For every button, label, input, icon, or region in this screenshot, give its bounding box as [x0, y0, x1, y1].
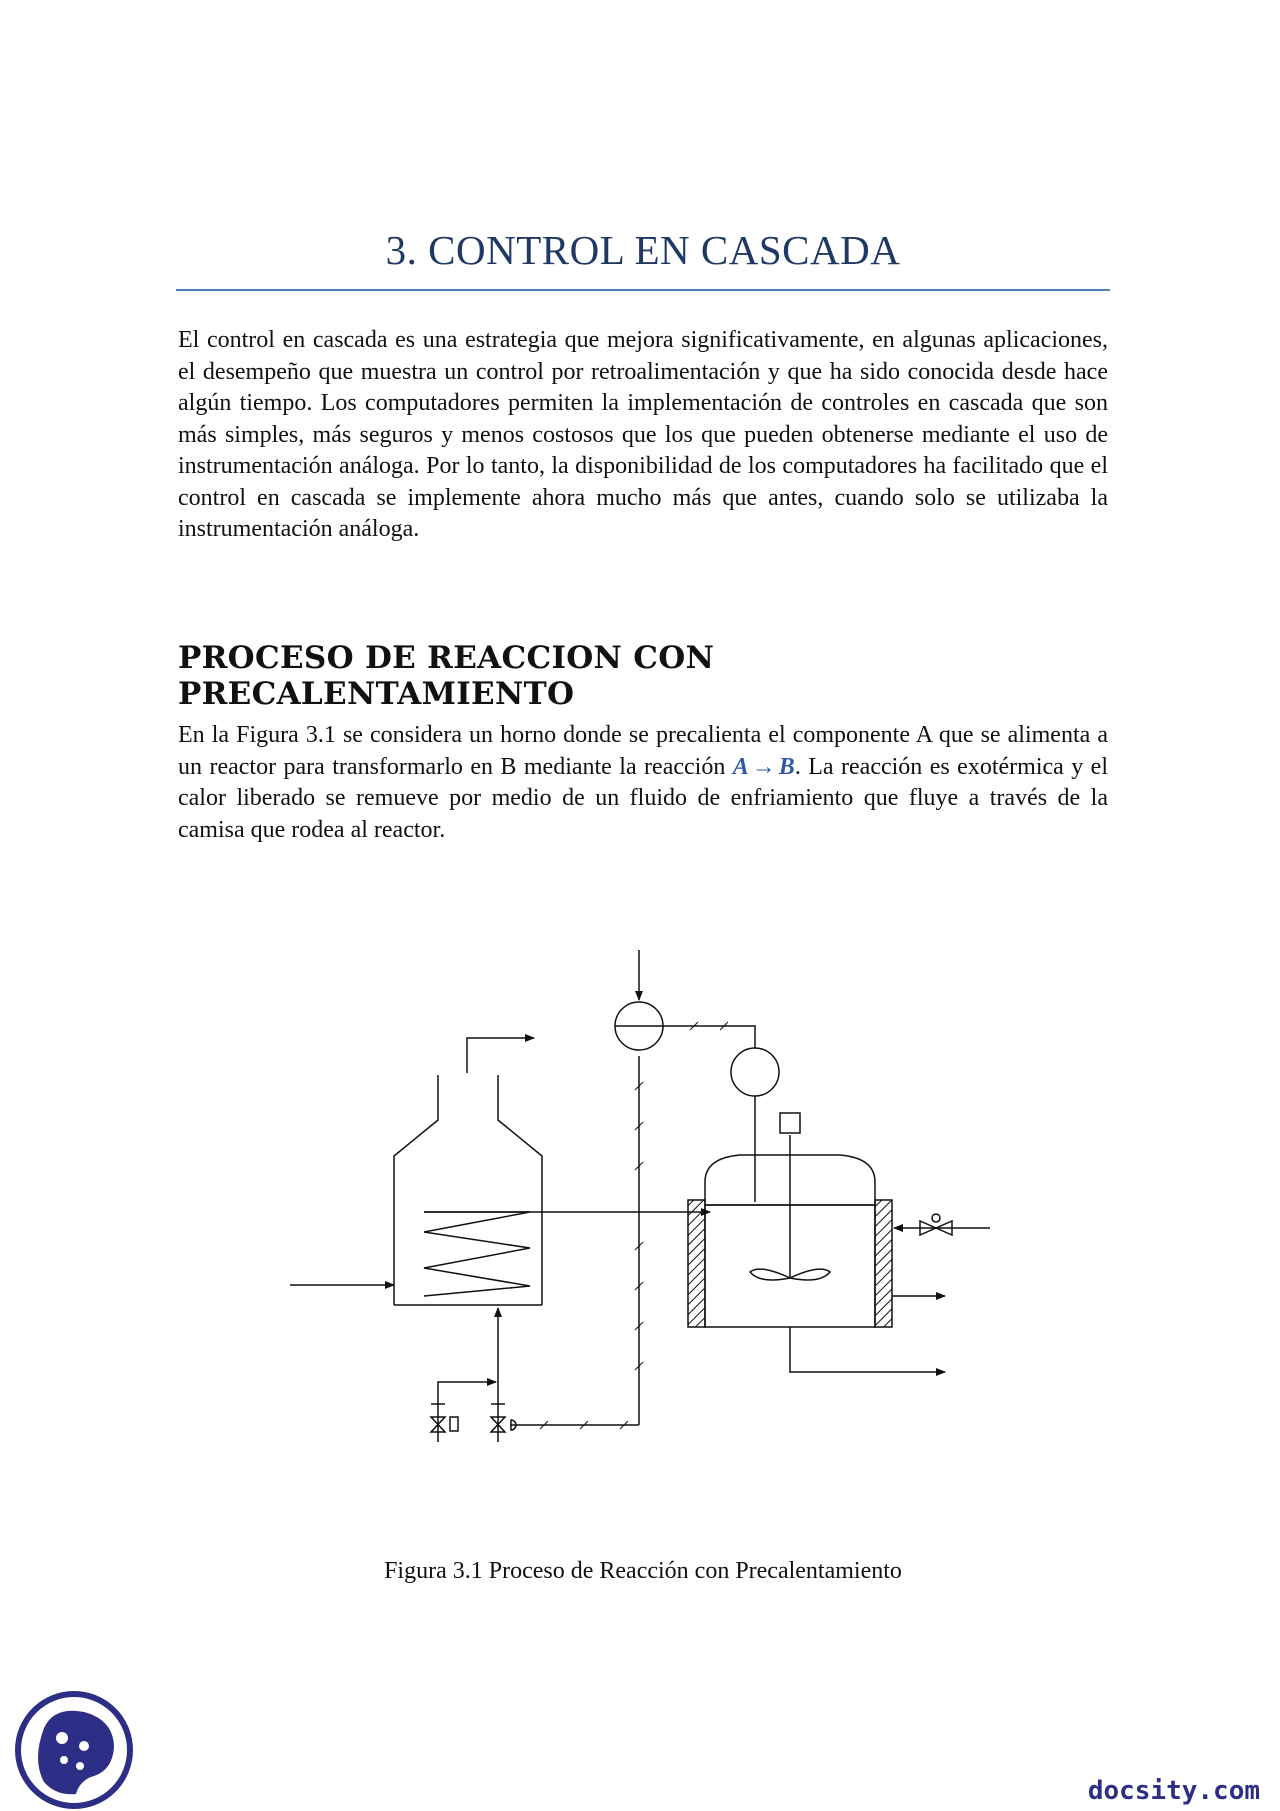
docsity-logo-icon[interactable]	[14, 1690, 134, 1810]
docsity-brand[interactable]: docsity.com	[1087, 1776, 1260, 1806]
reaction-arrow: →	[751, 753, 776, 780]
section-heading: PROCESO DE REACCION CON PRECALENTAMIENTO	[178, 640, 715, 712]
reaction-reactant: A	[732, 753, 749, 780]
fuel-valves	[431, 1308, 516, 1442]
section-paragraph	[178, 720, 1108, 846]
reaction-equation	[733, 754, 795, 780]
title-divider	[176, 289, 1110, 291]
section-paragraph-after: . La reacción es exotérmica y el calor liberado se remueve por medio de un fluido de enfriamiento que fluye a través de la camisa que rodea al reactor.	[178, 753, 1109, 843]
reactor	[688, 1113, 990, 1372]
process-diagram	[280, 930, 1040, 1480]
reaction-product: B	[778, 753, 795, 780]
figure-caption: Figura 3.1 Proceso de Reacción con Precalentamiento	[384, 1558, 902, 1584]
furnace	[290, 1038, 542, 1305]
heating-coil	[424, 1212, 530, 1296]
intro-paragraph: El control en cascada es una estrategia que mejora significativamente, en algunas aplicaciones, el desempeño que muestra un control por retroalimentación y que ha sido conocida desde hace algún tiempo. Los computadores permiten la implementación de controles en cascada que son más simples, más seguros y menos costosos que los que pueden obtenerse mediante el uso de instrumentación análoga. Por lo tanto, la disponibilidad de los computadores ha facilitado que el control en cascada se implemente ahora mucho más que antes, cuando solo se utilizaba la instrumentación análoga.	[178, 327, 1108, 542]
page-title: 3. CONTROL EN CASCADA	[385, 227, 901, 273]
section-paragraph-before: En la Figura 3.1 se considera un horno donde se precalienta el componente A que se alimenta a un reactor para transformarlo en B mediante la reacción	[178, 722, 1108, 780]
control-signal-line	[510, 1056, 639, 1425]
